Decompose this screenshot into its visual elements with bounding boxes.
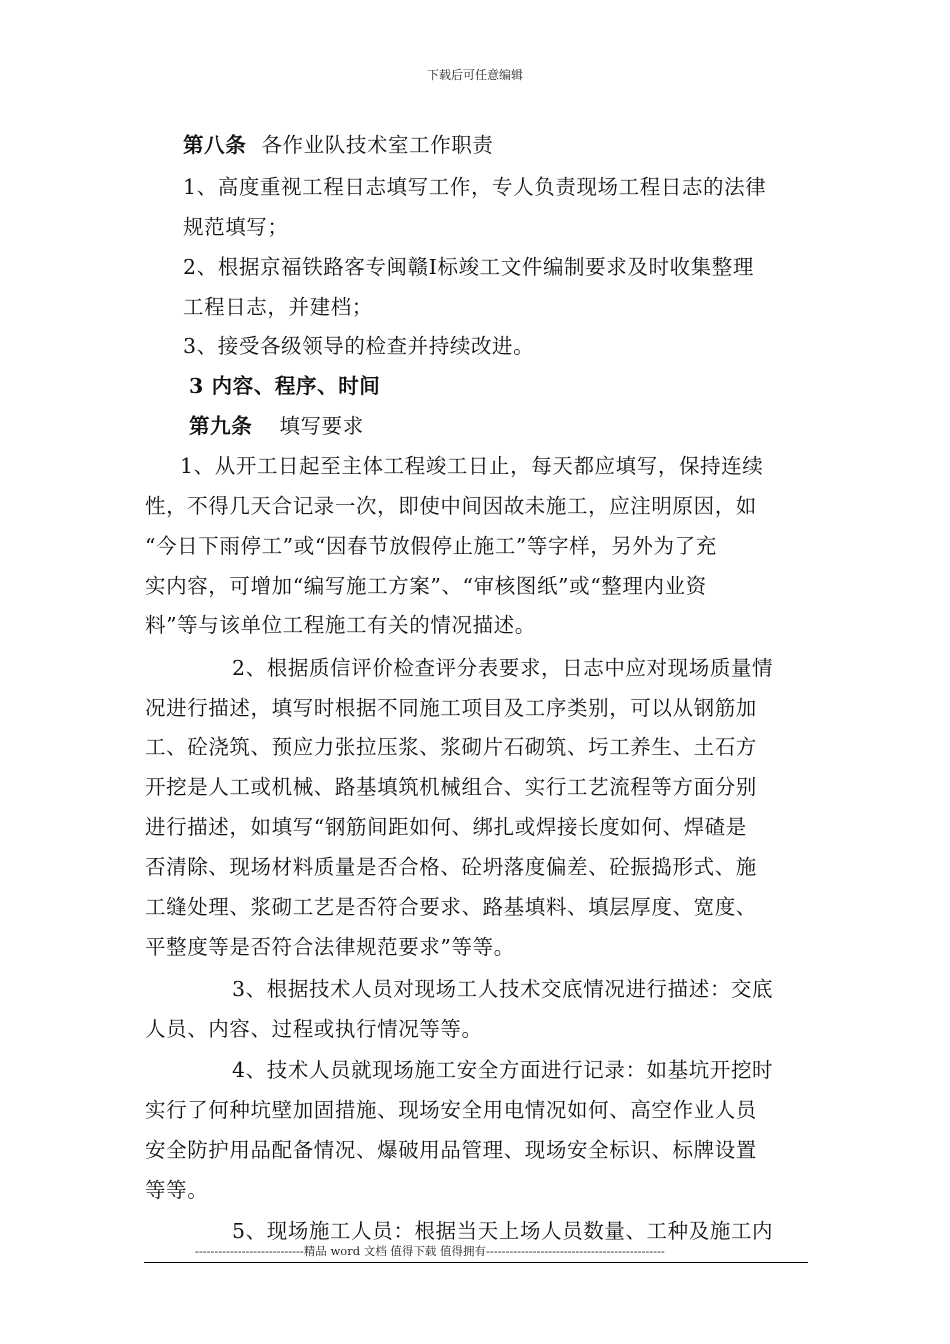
- paragraph-line: 性，不得几天合记录一次，即使中间因故未施工，应注明原因，如: [145, 494, 757, 518]
- article8-line: 1、高度重视工程日志填写工作，专人负责现场工程日志的法律: [183, 175, 767, 199]
- paragraph-line: 工缝处理、浆砌工艺是否符合要求、路基填料、填层厚度、宽度、: [145, 895, 757, 919]
- paragraph-line: 人员、内容、过程或执行情况等等。: [145, 1017, 483, 1041]
- paragraph-line: 实行了何种坑壁加固措施、现场安全用电情况如何、高空作业人员: [145, 1098, 757, 1122]
- paragraph-line: 工、砼浇筑、预应力张拉压浆、浆砌片石砌筑、圬工养生、土石方: [145, 735, 757, 759]
- article9-heading: 第九条: [189, 414, 253, 438]
- paragraph-line: “今日下雨停工”或“因春节放假停止施工”等字样，另外为了充: [145, 534, 717, 558]
- article8-heading-line: [183, 128, 494, 158]
- paragraph-line: 料”等与该单位工程施工有关的情况描述。: [145, 613, 536, 637]
- article8-line: 工程日志，并建档；: [183, 295, 373, 319]
- article9-heading-line: [189, 409, 364, 439]
- paragraph-line: 2、根据质信评价检查评分表要求，日志中应对现场质量情: [232, 656, 774, 680]
- article8-line: 3、接受各级领导的检查并持续改进。: [183, 334, 535, 358]
- section-title: 3 内容、程序、时间: [189, 374, 381, 398]
- paragraph-line: 否清除、现场材料质量是否合格、砼坍落度偏差、砼振捣形式、施: [145, 855, 757, 879]
- paragraph-line: 况进行描述，填写时根据不同施工项目及工序类别，可以从钢筋加: [145, 696, 757, 720]
- paragraph-line: 1、从开工日起至主体工程竣工日止，每天都应填写，保持连续: [180, 454, 764, 478]
- article9-title: 填写要求: [279, 414, 364, 438]
- article8-line: 规范填写；: [183, 215, 289, 239]
- paragraph-line: 进行描述，如填写“钢筋间距如何、绑扎或焊接长度如何、焊碴是: [145, 815, 747, 839]
- article8-title: 各作业队技术室工作职责: [261, 133, 494, 157]
- paragraph-line: 安全防护用品配备情况、爆破用品管理、现场安全标识、标牌设置: [145, 1138, 757, 1162]
- paragraph-line: 实内容，可增加“编写施工方案”、“审核图纸”或“整理内业资: [145, 574, 707, 598]
- paragraph-line: 4、技术人员就现场施工安全方面进行记录：如基坑开挖时: [232, 1058, 774, 1082]
- paragraph-line: 3、根据技术人员对现场工人技术交底情况进行描述：交底: [232, 977, 774, 1001]
- page-footer: ----------------------------精品 word 文档 值得下载 值得拥有----------------------------------------------: [195, 1244, 665, 1258]
- paragraph-line: 开挖是人工或机械、路基填筑机械组合、实行工艺流程等方面分别: [145, 775, 757, 799]
- footer-rule: [144, 1262, 808, 1263]
- paragraph-line: 等等。: [145, 1178, 209, 1202]
- paragraph-line: 平整度等是否符合法律规范要求”等等。: [145, 935, 515, 959]
- paragraph-line: 5、现场施工人员：根据当天上场人员数量、工种及施工内: [232, 1219, 774, 1243]
- page-header: 下载后可任意编辑: [426, 68, 523, 82]
- article8-line: 2、根据京福铁路客专闽赣Ⅰ标竣工文件编制要求及时收集整理: [183, 255, 754, 279]
- article8-heading: 第八条: [183, 133, 247, 157]
